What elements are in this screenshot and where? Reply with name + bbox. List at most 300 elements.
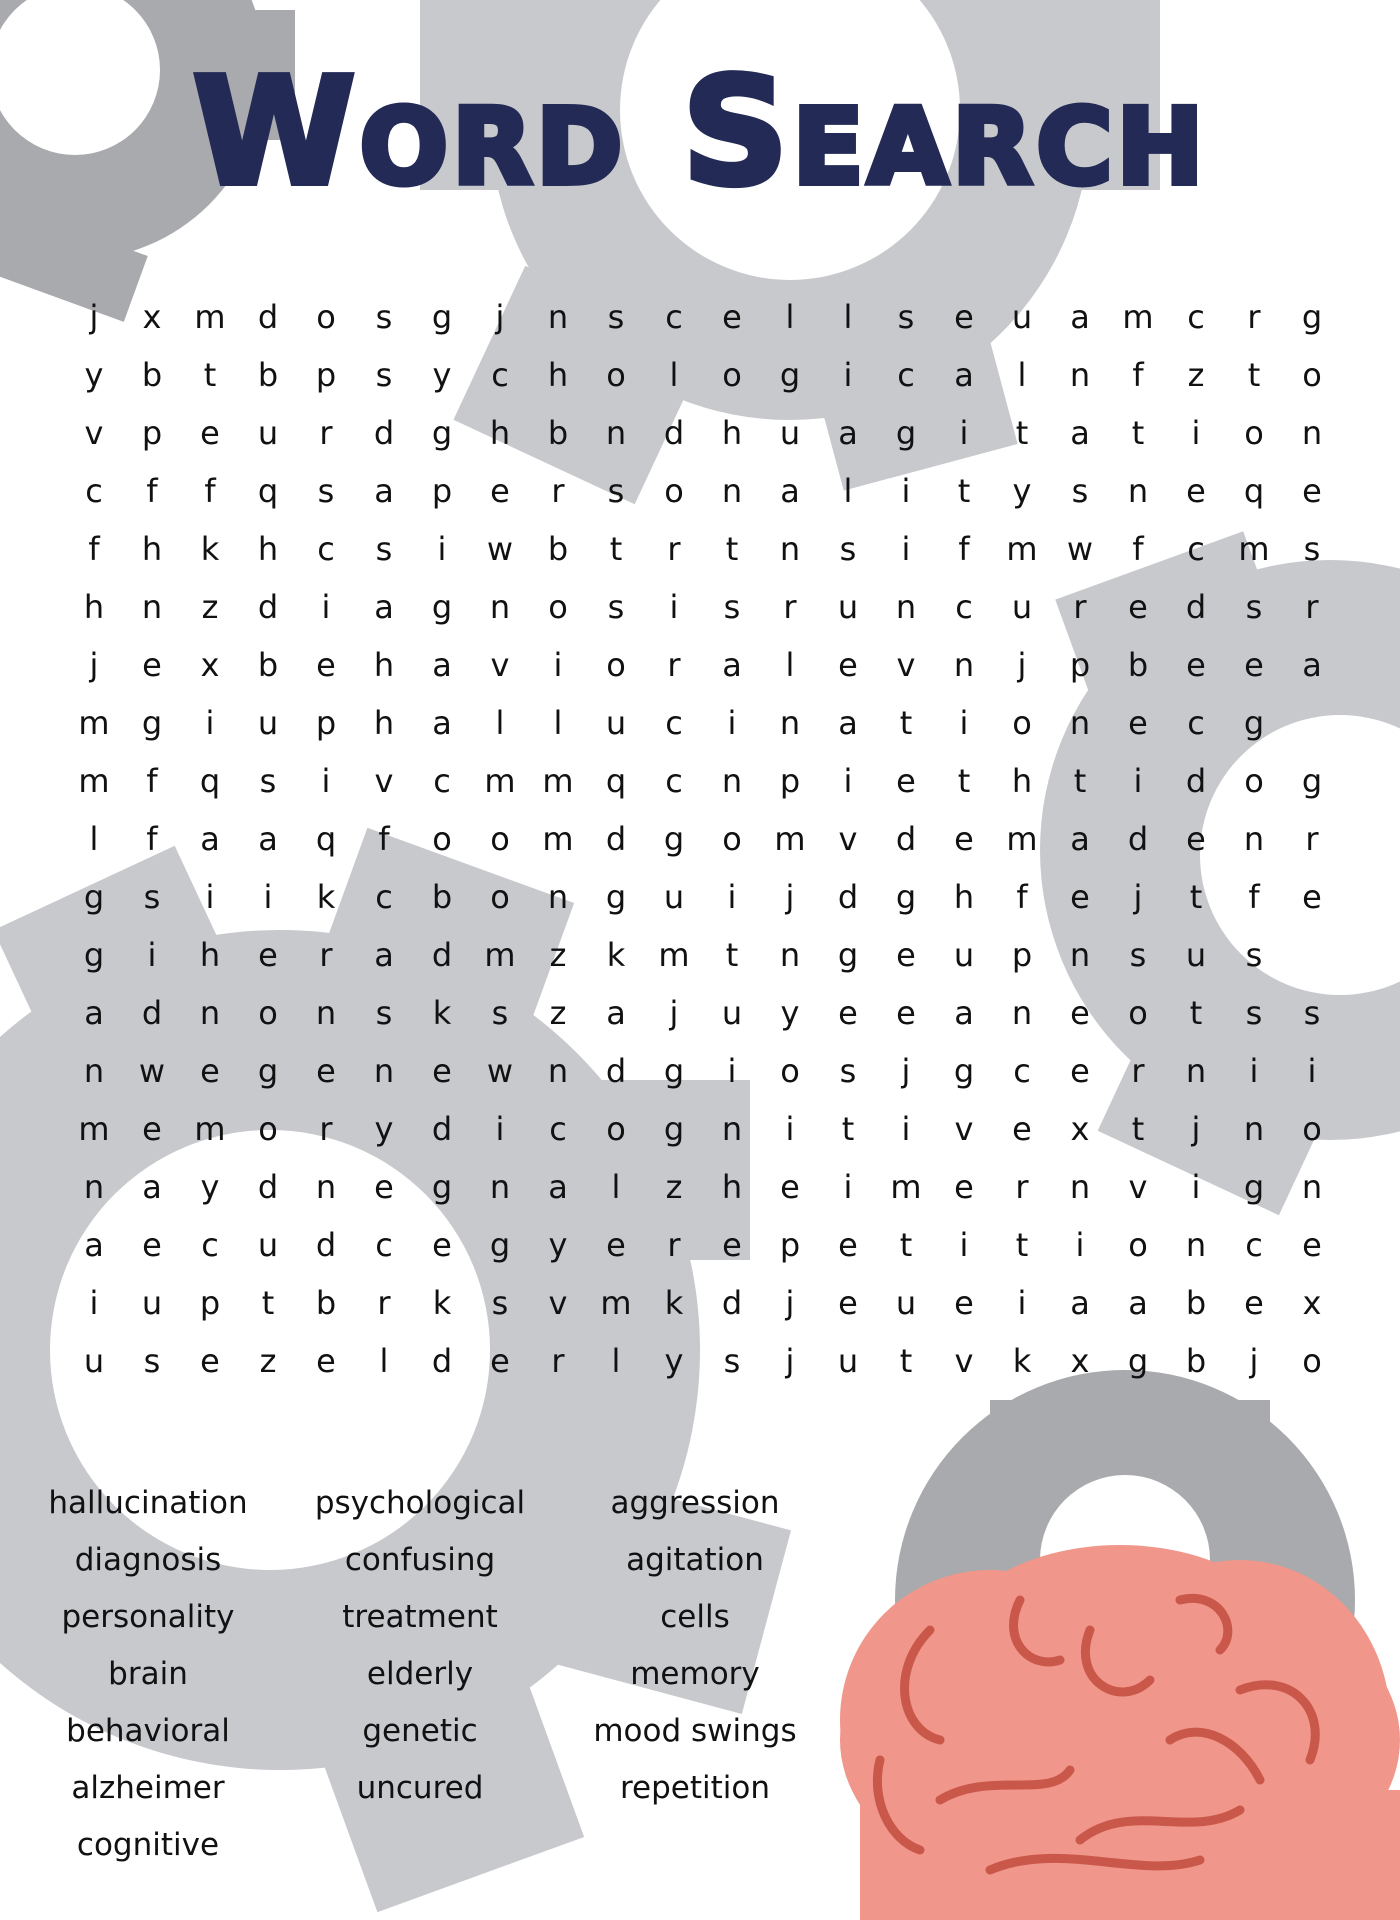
grid-letter[interactable]: e — [780, 1168, 800, 1206]
grid-letter[interactable]: r — [1131, 1052, 1145, 1090]
grid-letter[interactable]: m — [194, 1110, 226, 1148]
grid-letter[interactable]: e — [722, 1226, 742, 1264]
grid-letter[interactable]: e — [1128, 704, 1148, 742]
grid-letter[interactable]: j — [1133, 878, 1143, 916]
grid-letter[interactable]: y — [84, 356, 104, 394]
grid-letter[interactable]: b — [547, 530, 569, 568]
grid-letter[interactable]: e — [1244, 646, 1264, 684]
grid-letter[interactable]: q — [605, 762, 627, 800]
grid-letter[interactable]: s — [1245, 994, 1263, 1032]
grid-letter[interactable]: n — [1069, 356, 1091, 394]
grid-letter[interactable]: l — [843, 298, 853, 336]
grid-letter[interactable]: t — [609, 530, 623, 568]
grid-letter[interactable]: e — [1012, 1110, 1032, 1148]
grid-letter[interactable]: t — [1247, 356, 1261, 394]
grid-letter[interactable]: n — [489, 588, 511, 626]
grid-letter[interactable]: l — [379, 1342, 389, 1380]
grid-letter[interactable]: d — [315, 1226, 337, 1264]
grid-letter[interactable]: k — [200, 530, 220, 568]
grid-letter[interactable]: o — [1244, 414, 1264, 452]
grid-letter[interactable]: m — [78, 762, 110, 800]
grid-letter[interactable]: d — [257, 1168, 279, 1206]
grid-letter[interactable]: l — [669, 356, 679, 394]
grid-letter[interactable]: y — [780, 994, 800, 1032]
grid-letter[interactable]: i — [843, 356, 853, 394]
grid-letter[interactable]: r — [551, 472, 565, 510]
grid-letter[interactable]: m — [774, 820, 806, 858]
grid-letter[interactable]: z — [201, 588, 219, 626]
grid-letter[interactable]: b — [1185, 1284, 1207, 1322]
grid-letter[interactable]: e — [954, 1284, 974, 1322]
grid-letter[interactable]: t — [1073, 762, 1087, 800]
grid-letter[interactable]: l — [843, 472, 853, 510]
grid-letter[interactable]: e — [142, 1226, 162, 1264]
grid-letter[interactable]: i — [1191, 414, 1201, 452]
grid-letter[interactable]: l — [785, 646, 795, 684]
grid-letter[interactable]: n — [1069, 936, 1091, 974]
grid-letter[interactable]: u — [83, 1342, 105, 1380]
grid-letter[interactable]: e — [200, 1342, 220, 1380]
grid-letter[interactable]: m — [1122, 298, 1154, 336]
grid-letter[interactable]: g — [779, 356, 801, 394]
grid-letter[interactable]: j — [901, 1052, 911, 1090]
grid-letter[interactable]: b — [315, 1284, 337, 1322]
grid-letter[interactable]: h — [373, 704, 395, 742]
grid-letter[interactable]: o — [722, 356, 742, 394]
grid-letter[interactable]: s — [839, 1052, 857, 1090]
grid-letter[interactable]: q — [257, 472, 279, 510]
grid-letter[interactable]: s — [607, 298, 625, 336]
grid-letter[interactable]: e — [896, 936, 916, 974]
grid-letter[interactable]: f — [146, 472, 158, 510]
grid-letter[interactable]: m — [600, 1284, 632, 1322]
grid-letter[interactable]: c — [201, 1226, 219, 1264]
grid-letter[interactable]: i — [321, 762, 331, 800]
grid-letter[interactable]: h — [489, 414, 511, 452]
grid-letter[interactable]: x — [142, 298, 162, 336]
grid-letter[interactable]: e — [1186, 646, 1206, 684]
grid-letter[interactable]: l — [611, 1342, 621, 1380]
grid-letter[interactable]: u — [141, 1284, 163, 1322]
grid-letter[interactable]: c — [491, 356, 509, 394]
grid-letter[interactable]: v — [548, 1284, 568, 1322]
grid-letter[interactable]: n — [1011, 994, 1033, 1032]
grid-letter[interactable]: d — [605, 820, 627, 858]
grid-letter[interactable]: e — [316, 1342, 336, 1380]
grid-letter[interactable]: s — [1303, 994, 1321, 1032]
grid-letter[interactable]: r — [1015, 1168, 1029, 1206]
grid-letter[interactable]: m — [484, 936, 516, 974]
grid-letter[interactable]: e — [838, 1226, 858, 1264]
grid-letter[interactable]: h — [199, 936, 221, 974]
grid-letter[interactable]: o — [1244, 762, 1264, 800]
grid-letter[interactable]: x — [1302, 1284, 1322, 1322]
grid-letter[interactable]: o — [490, 820, 510, 858]
grid-letter[interactable]: e — [490, 1342, 510, 1380]
grid-letter[interactable]: m — [658, 936, 690, 974]
grid-letter[interactable]: z — [665, 1168, 683, 1206]
grid-letter[interactable]: b — [547, 414, 569, 452]
grid-letter[interactable]: g — [605, 878, 627, 916]
grid-letter[interactable]: w — [138, 1052, 166, 1090]
grid-letter[interactable]: h — [257, 530, 279, 568]
grid-letter[interactable]: i — [1017, 1284, 1027, 1322]
grid-letter[interactable]: a — [374, 588, 394, 626]
grid-letter[interactable]: f — [1016, 878, 1028, 916]
grid-letter[interactable]: o — [722, 820, 742, 858]
grid-letter[interactable]: n — [315, 1168, 337, 1206]
grid-letter[interactable]: i — [959, 704, 969, 742]
grid-letter[interactable]: i — [901, 472, 911, 510]
grid-letter[interactable]: n — [721, 1110, 743, 1148]
grid-letter[interactable]: f — [1248, 878, 1260, 916]
grid-letter[interactable]: a — [1070, 298, 1090, 336]
grid-letter[interactable]: t — [261, 1284, 275, 1322]
grid-letter[interactable]: y — [664, 1342, 684, 1380]
grid-letter[interactable]: l — [1017, 356, 1027, 394]
grid-letter[interactable]: a — [722, 646, 742, 684]
grid-letter[interactable]: e — [606, 1226, 626, 1264]
grid-letter[interactable]: o — [1128, 994, 1148, 1032]
grid-letter[interactable]: e — [1128, 588, 1148, 626]
grid-letter[interactable]: n — [489, 1168, 511, 1206]
grid-letter[interactable]: b — [257, 356, 279, 394]
grid-letter[interactable]: z — [549, 994, 567, 1032]
grid-letter[interactable]: e — [374, 1168, 394, 1206]
grid-letter[interactable]: j — [785, 1342, 795, 1380]
grid-letter[interactable]: d — [605, 1052, 627, 1090]
grid-letter[interactable]: d — [373, 414, 395, 452]
grid-letter[interactable]: u — [605, 704, 627, 742]
grid-letter[interactable]: l — [785, 298, 795, 336]
grid-letter[interactable]: v — [490, 646, 510, 684]
grid-letter[interactable]: e — [258, 936, 278, 974]
grid-letter[interactable]: e — [838, 646, 858, 684]
grid-letter[interactable]: k — [432, 994, 452, 1032]
grid-letter[interactable]: d — [431, 936, 453, 974]
grid-letter[interactable]: h — [373, 646, 395, 684]
grid-letter[interactable]: n — [1243, 820, 1265, 858]
grid-letter[interactable]: g — [663, 1052, 685, 1090]
grid-letter[interactable]: i — [727, 704, 737, 742]
grid-letter[interactable]: e — [1302, 472, 1322, 510]
grid-letter[interactable]: f — [958, 530, 970, 568]
grid-letter[interactable]: h — [953, 878, 975, 916]
grid-letter[interactable]: k — [606, 936, 626, 974]
grid-letter[interactable]: e — [954, 1168, 974, 1206]
grid-letter[interactable]: g — [1243, 1168, 1265, 1206]
grid-letter[interactable]: m — [1238, 530, 1270, 568]
grid-letter[interactable]: m — [78, 704, 110, 742]
grid-letter[interactable]: t — [1189, 878, 1203, 916]
grid-letter[interactable]: i — [843, 762, 853, 800]
grid-letter[interactable]: j — [89, 646, 99, 684]
grid-letter[interactable]: o — [258, 1110, 278, 1148]
grid-letter[interactable]: e — [432, 1052, 452, 1090]
grid-letter[interactable]: d — [895, 820, 917, 858]
grid-letter[interactable]: a — [1070, 820, 1090, 858]
grid-letter[interactable]: a — [200, 820, 220, 858]
grid-letter[interactable]: r — [319, 1110, 333, 1148]
grid-letter[interactable]: i — [205, 704, 215, 742]
grid-letter[interactable]: c — [1013, 1052, 1031, 1090]
grid-letter[interactable]: o — [1012, 704, 1032, 742]
grid-letter[interactable]: s — [607, 588, 625, 626]
grid-letter[interactable]: f — [146, 820, 158, 858]
grid-letter[interactable]: n — [1301, 1168, 1323, 1206]
grid-letter[interactable]: d — [663, 414, 685, 452]
grid-letter[interactable]: u — [721, 994, 743, 1032]
grid-letter[interactable]: l — [89, 820, 99, 858]
grid-letter[interactable]: v — [954, 1342, 974, 1380]
grid-letter[interactable]: u — [779, 414, 801, 452]
grid-letter[interactable]: j — [785, 1284, 795, 1322]
grid-letter[interactable]: b — [141, 356, 163, 394]
grid-letter[interactable]: w — [486, 1052, 514, 1090]
grid-letter[interactable]: s — [1071, 472, 1089, 510]
grid-letter[interactable]: m — [194, 298, 226, 336]
grid-letter[interactable]: i — [147, 936, 157, 974]
grid-letter[interactable]: g — [431, 414, 453, 452]
grid-letter[interactable]: r — [783, 588, 797, 626]
grid-letter[interactable]: r — [667, 646, 681, 684]
grid-letter[interactable]: u — [837, 588, 859, 626]
grid-letter[interactable]: f — [1132, 356, 1144, 394]
grid-letter[interactable]: r — [1073, 588, 1087, 626]
grid-letter[interactable]: b — [1127, 646, 1149, 684]
grid-letter[interactable]: p — [199, 1284, 221, 1322]
grid-letter[interactable]: a — [1070, 1284, 1090, 1322]
grid-letter[interactable]: a — [84, 1226, 104, 1264]
grid-letter[interactable]: c — [1187, 530, 1205, 568]
grid-letter[interactable]: i — [843, 1168, 853, 1206]
grid-letter[interactable]: e — [722, 298, 742, 336]
grid-letter[interactable]: r — [551, 1342, 565, 1380]
grid-letter[interactable]: a — [606, 994, 626, 1032]
grid-letter[interactable]: j — [89, 298, 99, 336]
grid-letter[interactable]: g — [663, 820, 685, 858]
grid-letter[interactable]: u — [895, 1284, 917, 1322]
grid-letter[interactable]: u — [953, 936, 975, 974]
grid-letter[interactable]: i — [901, 530, 911, 568]
grid-letter[interactable]: e — [954, 298, 974, 336]
grid-letter[interactable]: a — [1070, 414, 1090, 452]
grid-letter[interactable]: w — [486, 530, 514, 568]
grid-letter[interactable]: o — [606, 1110, 626, 1148]
grid-letter[interactable]: i — [495, 1110, 505, 1148]
grid-letter[interactable]: p — [315, 356, 337, 394]
grid-letter[interactable]: e — [200, 1052, 220, 1090]
grid-letter[interactable]: h — [141, 530, 163, 568]
grid-letter[interactable]: e — [316, 1052, 336, 1090]
grid-letter[interactable]: n — [373, 1052, 395, 1090]
grid-letter[interactable]: o — [490, 878, 510, 916]
grid-letter[interactable]: e — [1302, 1226, 1322, 1264]
grid-letter[interactable]: p — [315, 704, 337, 742]
grid-letter[interactable]: j — [785, 878, 795, 916]
grid-letter[interactable]: h — [721, 1168, 743, 1206]
grid-letter[interactable]: j — [495, 298, 505, 336]
grid-letter[interactable]: m — [484, 762, 516, 800]
grid-letter[interactable]: t — [957, 762, 971, 800]
grid-letter[interactable]: s — [491, 994, 509, 1032]
grid-letter[interactable]: v — [954, 1110, 974, 1148]
grid-letter[interactable]: p — [779, 1226, 801, 1264]
grid-letter[interactable]: z — [1187, 356, 1205, 394]
grid-letter[interactable]: n — [1127, 472, 1149, 510]
grid-letter[interactable]: a — [432, 704, 452, 742]
grid-letter[interactable]: p — [1069, 646, 1091, 684]
grid-letter[interactable]: y — [1012, 472, 1032, 510]
grid-letter[interactable]: t — [725, 530, 739, 568]
grid-letter[interactable]: f — [1132, 530, 1144, 568]
grid-letter[interactable]: d — [1185, 588, 1207, 626]
grid-letter[interactable]: c — [665, 298, 683, 336]
grid-letter[interactable]: x — [1070, 1110, 1090, 1148]
grid-letter[interactable]: s — [1303, 530, 1321, 568]
grid-letter[interactable]: n — [779, 936, 801, 974]
grid-letter[interactable]: b — [431, 878, 453, 916]
grid-letter[interactable]: k — [664, 1284, 684, 1322]
grid-letter[interactable]: n — [605, 414, 627, 452]
grid-letter[interactable]: o — [548, 588, 568, 626]
grid-letter[interactable]: o — [606, 646, 626, 684]
grid-letter[interactable]: g — [1127, 1342, 1149, 1380]
grid-letter[interactable]: c — [1187, 704, 1205, 742]
grid-letter[interactable]: g — [257, 1052, 279, 1090]
grid-letter[interactable]: u — [837, 1342, 859, 1380]
grid-letter[interactable]: z — [549, 936, 567, 974]
grid-letter[interactable]: i — [1191, 1168, 1201, 1206]
grid-letter[interactable]: u — [257, 704, 279, 742]
grid-letter[interactable]: e — [954, 820, 974, 858]
grid-letter[interactable]: d — [837, 878, 859, 916]
grid-letter[interactable]: g — [837, 936, 859, 974]
grid-letter[interactable]: v — [1128, 1168, 1148, 1206]
grid-letter[interactable]: c — [1187, 298, 1205, 336]
grid-letter[interactable]: i — [437, 530, 447, 568]
grid-letter[interactable]: g — [83, 878, 105, 916]
grid-letter[interactable]: p — [779, 762, 801, 800]
grid-letter[interactable]: d — [721, 1284, 743, 1322]
grid-letter[interactable]: n — [779, 530, 801, 568]
grid-letter[interactable]: n — [1301, 414, 1323, 452]
grid-letter[interactable]: h — [1011, 762, 1033, 800]
grid-letter[interactable]: l — [611, 1168, 621, 1206]
grid-letter[interactable]: g — [895, 878, 917, 916]
grid-letter[interactable]: m — [542, 820, 574, 858]
grid-letter[interactable]: e — [838, 994, 858, 1032]
grid-letter[interactable]: u — [257, 1226, 279, 1264]
grid-letter[interactable]: m — [1006, 530, 1038, 568]
grid-letter[interactable]: i — [785, 1110, 795, 1148]
grid-letter[interactable]: d — [431, 1342, 453, 1380]
grid-letter[interactable]: d — [1127, 820, 1149, 858]
grid-letter[interactable]: b — [257, 646, 279, 684]
grid-letter[interactable]: n — [895, 588, 917, 626]
grid-letter[interactable]: a — [258, 820, 278, 858]
grid-letter[interactable]: n — [1185, 1226, 1207, 1264]
grid-letter[interactable]: e — [1070, 878, 1090, 916]
grid-letter[interactable]: d — [257, 588, 279, 626]
grid-letter[interactable]: u — [663, 878, 685, 916]
grid-letter[interactable]: i — [1133, 762, 1143, 800]
grid-letter[interactable]: o — [1302, 1342, 1322, 1380]
grid-letter[interactable]: d — [431, 1110, 453, 1148]
grid-letter[interactable]: b — [1185, 1342, 1207, 1380]
grid-letter[interactable]: c — [375, 878, 393, 916]
grid-letter[interactable]: e — [1070, 994, 1090, 1032]
grid-letter[interactable]: s — [375, 994, 393, 1032]
grid-letter[interactable]: s — [259, 762, 277, 800]
grid-letter[interactable]: t — [1189, 994, 1203, 1032]
grid-letter[interactable]: t — [1015, 1226, 1029, 1264]
grid-letter[interactable]: m — [890, 1168, 922, 1206]
grid-letter[interactable]: r — [1305, 588, 1319, 626]
grid-letter[interactable]: e — [896, 994, 916, 1032]
grid-letter[interactable]: m — [78, 1110, 110, 1148]
grid-letter[interactable]: r — [319, 936, 333, 974]
grid-letter[interactable]: u — [257, 414, 279, 452]
grid-letter[interactable]: n — [315, 994, 337, 1032]
grid-letter[interactable]: t — [203, 356, 217, 394]
grid-letter[interactable]: m — [542, 762, 574, 800]
grid-letter[interactable]: n — [1243, 1110, 1265, 1148]
grid-letter[interactable]: o — [432, 820, 452, 858]
grid-letter[interactable]: y — [548, 1226, 568, 1264]
grid-letter[interactable]: s — [143, 1342, 161, 1380]
grid-letter[interactable]: n — [1185, 1052, 1207, 1090]
grid-letter[interactable]: i — [1307, 1052, 1317, 1090]
grid-letter[interactable]: j — [1017, 646, 1027, 684]
grid-letter[interactable]: g — [953, 1052, 975, 1090]
grid-letter[interactable]: i — [1249, 1052, 1259, 1090]
grid-letter[interactable]: s — [375, 530, 393, 568]
grid-letter[interactable]: v — [896, 646, 916, 684]
grid-letter[interactable]: y — [432, 356, 452, 394]
grid-letter[interactable]: j — [1249, 1342, 1259, 1380]
grid-letter[interactable]: i — [89, 1284, 99, 1322]
grid-letter[interactable]: y — [374, 1110, 394, 1148]
grid-letter[interactable]: g — [431, 1168, 453, 1206]
grid-letter[interactable]: e — [1244, 1284, 1264, 1322]
grid-letter[interactable]: e — [838, 1284, 858, 1322]
grid-letter[interactable]: s — [1129, 936, 1147, 974]
grid-letter[interactable]: t — [899, 704, 913, 742]
grid-letter[interactable]: c — [665, 704, 683, 742]
grid-letter[interactable]: a — [374, 936, 394, 974]
grid-letter[interactable]: a — [954, 356, 974, 394]
grid-letter[interactable]: o — [258, 994, 278, 1032]
grid-letter[interactable]: a — [1128, 1284, 1148, 1322]
grid-letter[interactable]: s — [375, 298, 393, 336]
grid-letter[interactable]: h — [547, 356, 569, 394]
grid-letter[interactable]: d — [257, 298, 279, 336]
grid-letter[interactable]: i — [727, 1052, 737, 1090]
grid-letter[interactable]: h — [721, 414, 743, 452]
grid-letter[interactable]: a — [1302, 646, 1322, 684]
grid-letter[interactable]: e — [896, 762, 916, 800]
grid-letter[interactable]: a — [374, 472, 394, 510]
grid-letter[interactable]: e — [1302, 878, 1322, 916]
grid-letter[interactable]: k — [1012, 1342, 1032, 1380]
grid-letter[interactable]: f — [88, 530, 100, 568]
grid-letter[interactable]: g — [895, 414, 917, 452]
grid-letter[interactable]: o — [316, 298, 336, 336]
grid-letter[interactable]: v — [374, 762, 394, 800]
grid-letter[interactable]: t — [957, 472, 971, 510]
grid-letter[interactable]: r — [667, 530, 681, 568]
